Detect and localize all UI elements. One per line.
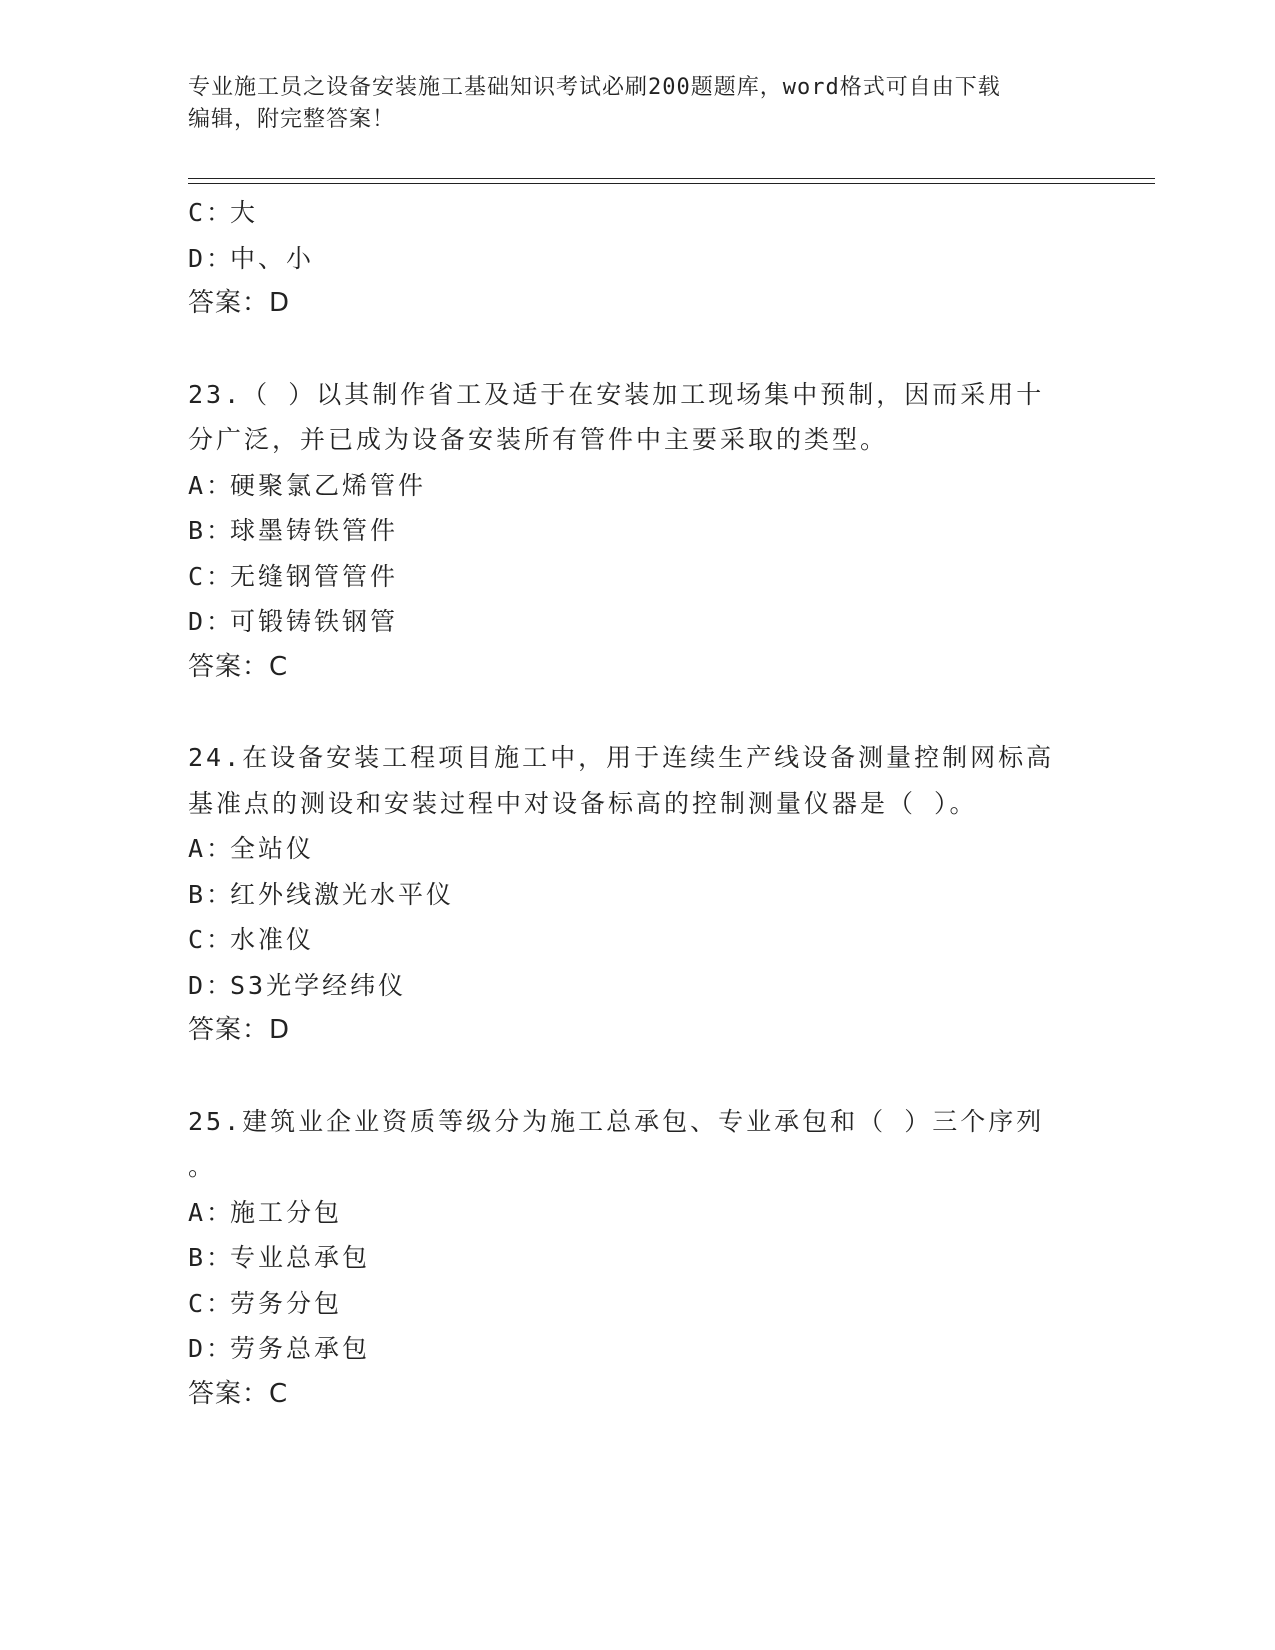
- prev-question: [188, 190, 1088, 327]
- option-b: B：专业总承包: [188, 1243, 371, 1272]
- option-a: A：全站仪: [188, 834, 315, 863]
- question-text-line: 23.（ ）以其制作省工及适于在安装加工现场集中预制，因而采用十: [188, 379, 1045, 409]
- question-list: [188, 190, 1088, 1417]
- question-text-line: 分广泛，并已成为设备安装所有管件中主要采取的类型。: [188, 425, 889, 454]
- option-d: D：S3光学经纬仪: [188, 970, 407, 1000]
- header-rule-bottom: [188, 183, 1155, 184]
- header-rule-top: [188, 178, 1155, 179]
- answer: 答案：C: [188, 651, 289, 682]
- question-text-line: 24.在设备安装工程项目施工中，用于连续生产线设备测量控制网标高: [188, 743, 1055, 772]
- option-d: D：中、小: [188, 243, 315, 273]
- question-text-line: 。: [188, 1152, 217, 1181]
- option-c: C：水准仪: [188, 925, 315, 954]
- question-23: [188, 372, 1088, 691]
- option-a: A：施工分包: [188, 1197, 343, 1227]
- question-25: [188, 1099, 1088, 1418]
- option-b: B：红外线激光水平仪: [188, 879, 455, 909]
- question-text-line: 25.建筑业企业资质等级分为施工总承包、专业承包和（ ）三个序列: [188, 1106, 1045, 1136]
- header-line-2: 编辑，附完整答案！: [188, 107, 396, 132]
- option-c: C：大: [188, 198, 259, 227]
- option-c: C：无缝钢管管件: [188, 561, 399, 591]
- option-b: B：球墨铸铁管件: [188, 516, 399, 545]
- header-line-1: 专业施工员之设备安装施工基础知识考试必刷200题题库，word格式可自由下载: [188, 75, 1001, 100]
- document-header: [188, 72, 1088, 136]
- option-a: A：硬聚氯乙烯管件: [188, 470, 427, 500]
- option-d: D：劳务总承包: [188, 1334, 371, 1363]
- question-text-line: 基准点的测设和安装过程中对设备标高的控制测量仪器是（ ）。: [188, 788, 978, 818]
- question-24: [188, 735, 1088, 1054]
- answer: 答案：C: [188, 1378, 289, 1409]
- answer: 答案：D: [188, 288, 291, 318]
- answer: 答案：D: [188, 1015, 291, 1045]
- option-c: C：劳务分包: [188, 1288, 343, 1318]
- option-d: D：可锻铸铁钢管: [188, 607, 399, 636]
